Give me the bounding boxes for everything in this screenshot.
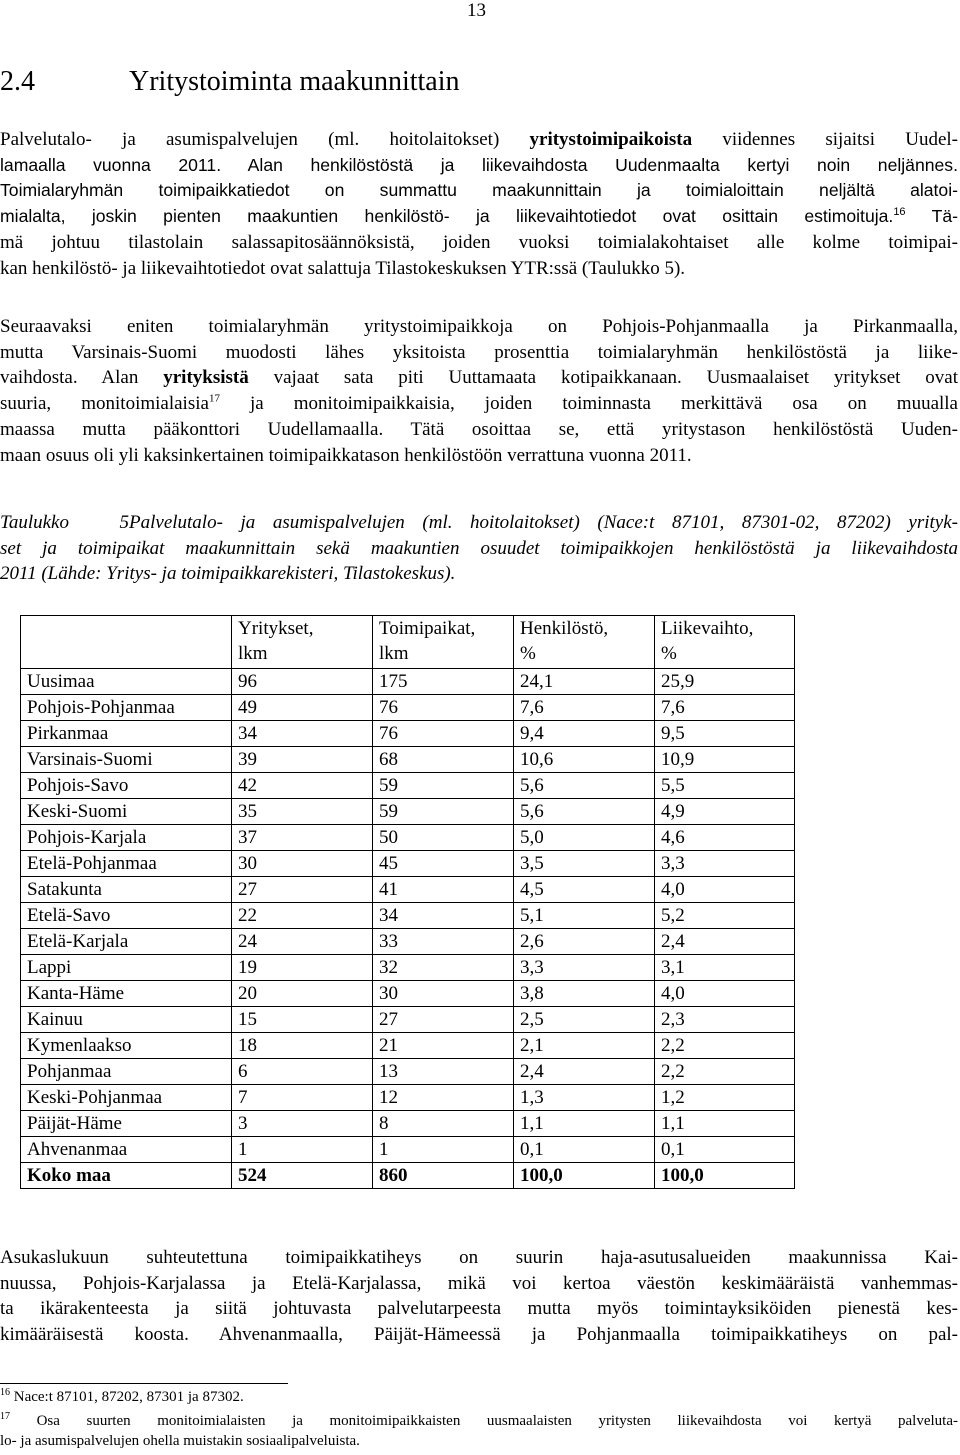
region-cell: Pohjois-Savo [21, 773, 232, 799]
value-cell: 100,0 [514, 1163, 655, 1189]
text-run: viidennes sijaitsi Uudel- [692, 129, 958, 150]
value-cell: 4,5 [514, 877, 655, 903]
value-cell: 5,6 [514, 799, 655, 825]
header-line: Yritykset, [238, 618, 314, 639]
table-row [21, 721, 795, 747]
table-caption [0, 510, 958, 587]
footnote-text: Nace:t 87101, 87202, 87301 ja 87302. [10, 1389, 244, 1405]
region-cell: Satakunta [21, 877, 232, 903]
header-cell [514, 616, 655, 669]
footnote-line [0, 1387, 958, 1407]
value-cell: 5,2 [655, 903, 795, 929]
value-cell: 18 [232, 1033, 373, 1059]
region-cell: Varsinais-Suomi [21, 747, 232, 773]
caption-line: set ja toimipaikat maakunnittain sekä maakuntien osuudet toimipaikkojen henkilöstöstä ja liikevaihdosta [0, 537, 958, 559]
value-cell: 4,0 [655, 877, 795, 903]
value-cell: 1 [373, 1137, 514, 1163]
caption-line [0, 510, 958, 536]
paragraph-line: kan henkilöstö- ja liikevaihtotiedot ovat salattuja Tilastokeskuksen YTR:ssä (Taulukko 5). [0, 257, 686, 279]
paragraph-line: maassa mutta pääkonttori Uudellamaalla. Tätä osoittaa se, että yritystason henkilöstöstä Uuden- [0, 418, 958, 440]
table-body [21, 669, 795, 1189]
value-cell: 2,3 [655, 1007, 795, 1033]
value-cell: 35 [232, 799, 373, 825]
paragraph-line: maan osuus oli yli kaksinkertainen toimipaikkatason henkilöstöön verrattuna vuonna 2011. [0, 444, 692, 466]
paragraph-line: Toimialaryhmän toimipaikkatiedot on summattu maakunnittain ja toimialoittain neljältä alatoi- [0, 180, 958, 201]
region-cell: Lappi [21, 955, 232, 981]
value-cell: 7,6 [655, 695, 795, 721]
value-cell: 20 [232, 981, 373, 1007]
paragraph-line: nuussa, Pohjois-Karjalassa ja Etelä-Karjalassa, mikä voi kertoa väestön keskimääräistä vanhemmas- [0, 1272, 958, 1294]
text-run: Palvelutalo- ja asumispalvelujen (ml. hoitolaitokset) [0, 129, 530, 150]
value-cell: 8 [373, 1111, 514, 1137]
header-line: % [520, 643, 536, 664]
value-cell: 45 [373, 851, 514, 877]
value-cell: 34 [373, 903, 514, 929]
value-cell: 12 [373, 1085, 514, 1111]
value-cell: 24,1 [514, 669, 655, 695]
text-run: suuria, monitoimialaisia [0, 393, 209, 415]
section-heading [0, 64, 460, 100]
value-cell: 6 [232, 1059, 373, 1085]
value-cell: 860 [373, 1163, 514, 1189]
value-cell: 49 [232, 695, 373, 721]
bold-term: yrityksistä [163, 367, 249, 389]
footnote-16 [0, 1387, 958, 1407]
paragraph-line: mutta Varsinais-Suomi muodosti lähes yksitoista prosenttia toimialaryhmän henkilöstöstä ja liike- [0, 341, 958, 363]
table-row [21, 1059, 795, 1085]
table-row [21, 825, 795, 851]
value-cell: 0,1 [514, 1137, 655, 1163]
header-line: % [661, 643, 677, 664]
caption-label: Taulukko 5 [0, 512, 129, 533]
value-cell: 1,3 [514, 1085, 655, 1111]
value-cell: 21 [373, 1033, 514, 1059]
value-cell: 59 [373, 799, 514, 825]
table-row [21, 799, 795, 825]
value-cell: 76 [373, 721, 514, 747]
footnote-number: 17 [0, 1411, 10, 1422]
value-cell: 27 [373, 1007, 514, 1033]
value-cell: 4,9 [655, 799, 795, 825]
value-cell: 27 [232, 877, 373, 903]
paragraph-line [0, 127, 958, 153]
value-cell: 19 [232, 955, 373, 981]
data-table [20, 615, 795, 1189]
region-cell: Pohjois-Karjala [21, 825, 232, 851]
value-cell: 175 [373, 669, 514, 695]
table-row [21, 955, 795, 981]
text-run: Tä- [905, 206, 958, 227]
section-number: 2.4 [0, 66, 35, 97]
paragraph-line: kimääräisestä koosta. Ahvenanmaalla, Päijät-Hämeessä ja Pohjanmaalla toimipaikkatiheys on pal- [0, 1324, 958, 1346]
table-row [21, 903, 795, 929]
paragraph-line [0, 365, 958, 391]
header-cell [21, 616, 232, 669]
value-cell: 25,9 [655, 669, 795, 695]
value-cell: 1,2 [655, 1085, 795, 1111]
value-cell: 76 [373, 695, 514, 721]
value-cell: 1,1 [655, 1111, 795, 1137]
paragraph-1 [0, 127, 958, 281]
header-line: Toimipaikat, [379, 618, 476, 639]
paragraph-line [0, 391, 958, 417]
text-run: mialalta, joskin pienten maakuntien henkilöstö- ja liikevaihtotiedot ovat osittain estimoituja. [0, 206, 894, 227]
value-cell: 39 [232, 747, 373, 773]
value-cell: 10,9 [655, 747, 795, 773]
header-cell [232, 616, 373, 669]
table-row [21, 669, 795, 695]
value-cell: 3,1 [655, 955, 795, 981]
region-cell: Etelä-Pohjanmaa [21, 851, 232, 877]
table-row [21, 1085, 795, 1111]
footnote-ref: 16 [893, 206, 906, 219]
paragraph-line: ta ikärakenteesta ja siitä johtuvasta palvelutarpeesta mutta myös toimintayksiköiden pienestä kes- [0, 1298, 958, 1320]
caption-line: 2011 (Lähde: Yritys- ja toimipaikkarekisteri, Tilastokeskus). [0, 563, 456, 585]
value-cell: 4,6 [655, 825, 795, 851]
footnote-ref: 17 [208, 392, 220, 405]
value-cell: 2,4 [655, 929, 795, 955]
table-row [21, 1033, 795, 1059]
table-row [21, 747, 795, 773]
value-cell: 2,5 [514, 1007, 655, 1033]
value-cell: 24 [232, 929, 373, 955]
table-header-row [21, 616, 795, 669]
paragraph-2 [0, 314, 958, 468]
paragraph-3 [0, 1245, 958, 1348]
table-row [21, 851, 795, 877]
value-cell: 32 [373, 955, 514, 981]
value-cell: 37 [232, 825, 373, 851]
value-cell: 1,1 [514, 1111, 655, 1137]
paragraph-line: Asukaslukuun suhteutettuna toimipaikkatiheys on suurin haja-asutusalueiden maakunnissa Kai- [0, 1247, 958, 1268]
table-row [21, 1007, 795, 1033]
table-row [21, 695, 795, 721]
value-cell: 41 [373, 877, 514, 903]
value-cell: 7,6 [514, 695, 655, 721]
value-cell: 22 [232, 903, 373, 929]
value-cell: 5,0 [514, 825, 655, 851]
value-cell: 5,5 [655, 773, 795, 799]
value-cell: 3,8 [514, 981, 655, 1007]
header-line: lkm [379, 643, 409, 664]
value-cell: 33 [373, 929, 514, 955]
region-cell: Keski-Suomi [21, 799, 232, 825]
footnote-number: 16 [0, 1387, 10, 1398]
table-row [21, 773, 795, 799]
paragraph-line: lamaalla vuonna 2011. Alan henkilöstöstä ja liikevaihdosta Uudenmaalta kertyi noin neljännes. [0, 154, 958, 175]
region-cell: Etelä-Savo [21, 903, 232, 929]
value-cell: 3,5 [514, 851, 655, 877]
region-cell: Keski-Pohjanmaa [21, 1085, 232, 1111]
table-row [21, 1111, 795, 1137]
value-cell: 524 [232, 1163, 373, 1189]
header-cell [655, 616, 795, 669]
region-cell: Pirkanmaa [21, 721, 232, 747]
value-cell: 5,1 [514, 903, 655, 929]
region-cell: Pohjois-Pohjanmaa [21, 695, 232, 721]
value-cell: 42 [232, 773, 373, 799]
section-title: Yritystoiminta maakunnittain [129, 66, 460, 97]
footnote-line [0, 1411, 958, 1431]
table-row [21, 981, 795, 1007]
table-row [21, 877, 795, 903]
footnote-17 [0, 1411, 958, 1451]
table-row [21, 929, 795, 955]
footnote-text: Osa suurten monitoimialaisten ja monitoimipaikkaisten uusmaalaisten yritysten liikevaihdosta voi kertyä palveluta- [10, 1413, 958, 1429]
table-row [21, 1137, 795, 1163]
header-line: Liikevaihto, [661, 618, 754, 639]
header-line: lkm [238, 643, 268, 664]
value-cell: 15 [232, 1007, 373, 1033]
value-cell: 100,0 [655, 1163, 795, 1189]
header-line: Henkilöstö, [520, 618, 609, 639]
value-cell: 1 [232, 1137, 373, 1163]
value-cell: 9,4 [514, 721, 655, 747]
value-cell: 3,3 [514, 955, 655, 981]
paragraph-line: Seuraavaksi eniten toimialaryhmän yritystoimipaikkoja on Pohjois-Pohjanmaalla ja Pirkanmaalla, [0, 316, 958, 337]
value-cell: 3 [232, 1111, 373, 1137]
value-cell: 34 [232, 721, 373, 747]
value-cell: 7 [232, 1085, 373, 1111]
paragraph-line [0, 204, 958, 230]
value-cell: 9,5 [655, 721, 795, 747]
header-cell [373, 616, 514, 669]
value-cell: 2,2 [655, 1033, 795, 1059]
table-total-row [21, 1163, 795, 1189]
value-cell: 30 [373, 981, 514, 1007]
bold-term: yritystoimipaikoista [529, 129, 693, 150]
value-cell: 13 [373, 1059, 514, 1085]
footnote-line: lo- ja asumispalvelujen ohella muistakin sosiaalipalveluista. [0, 1433, 360, 1449]
region-cell: Kanta-Häme [21, 981, 232, 1007]
value-cell: 4,0 [655, 981, 795, 1007]
paragraph-line: mä johtuu tilastolain salassapitosäännöksistä, joiden vuoksi toimialakohtaiset alle kolme toimipai- [0, 231, 958, 253]
value-cell: 30 [232, 851, 373, 877]
value-cell: 2,1 [514, 1033, 655, 1059]
footnote-divider [0, 1383, 288, 1384]
region-cell: Kymenlaakso [21, 1033, 232, 1059]
value-cell: 3,3 [655, 851, 795, 877]
caption-text: Palvelutalo- ja asumispalvelujen (ml. hoitolaitokset) (Nace:t 87101, 87301-02, 87202) yrityk- [129, 512, 958, 533]
value-cell: 2,6 [514, 929, 655, 955]
text-run: vajaat sata piti Uuttamaata kotipaikkanaan. Uusmaalaiset yritykset ovat [248, 367, 959, 389]
region-cell: Uusimaa [21, 669, 232, 695]
value-cell: 2,4 [514, 1059, 655, 1085]
value-cell: 5,6 [514, 773, 655, 799]
text-run: ja monitoimipaikkaisia, joiden toiminnasta merkittävä osa on muualla [219, 393, 958, 415]
value-cell: 96 [232, 669, 373, 695]
region-cell: Kainuu [21, 1007, 232, 1033]
page-number: 13 [467, 0, 486, 21]
value-cell: 10,6 [514, 747, 655, 773]
value-cell: 59 [373, 773, 514, 799]
region-cell: Etelä-Karjala [21, 929, 232, 955]
value-cell: 50 [373, 825, 514, 851]
text-run: vaihdosta. Alan [0, 367, 164, 389]
value-cell: 68 [373, 747, 514, 773]
value-cell: 0,1 [655, 1137, 795, 1163]
value-cell: 2,2 [655, 1059, 795, 1085]
region-cell: Koko maa [21, 1163, 232, 1189]
region-cell: Päijät-Häme [21, 1111, 232, 1137]
region-cell: Ahvenanmaa [21, 1137, 232, 1163]
region-cell: Pohjanmaa [21, 1059, 232, 1085]
